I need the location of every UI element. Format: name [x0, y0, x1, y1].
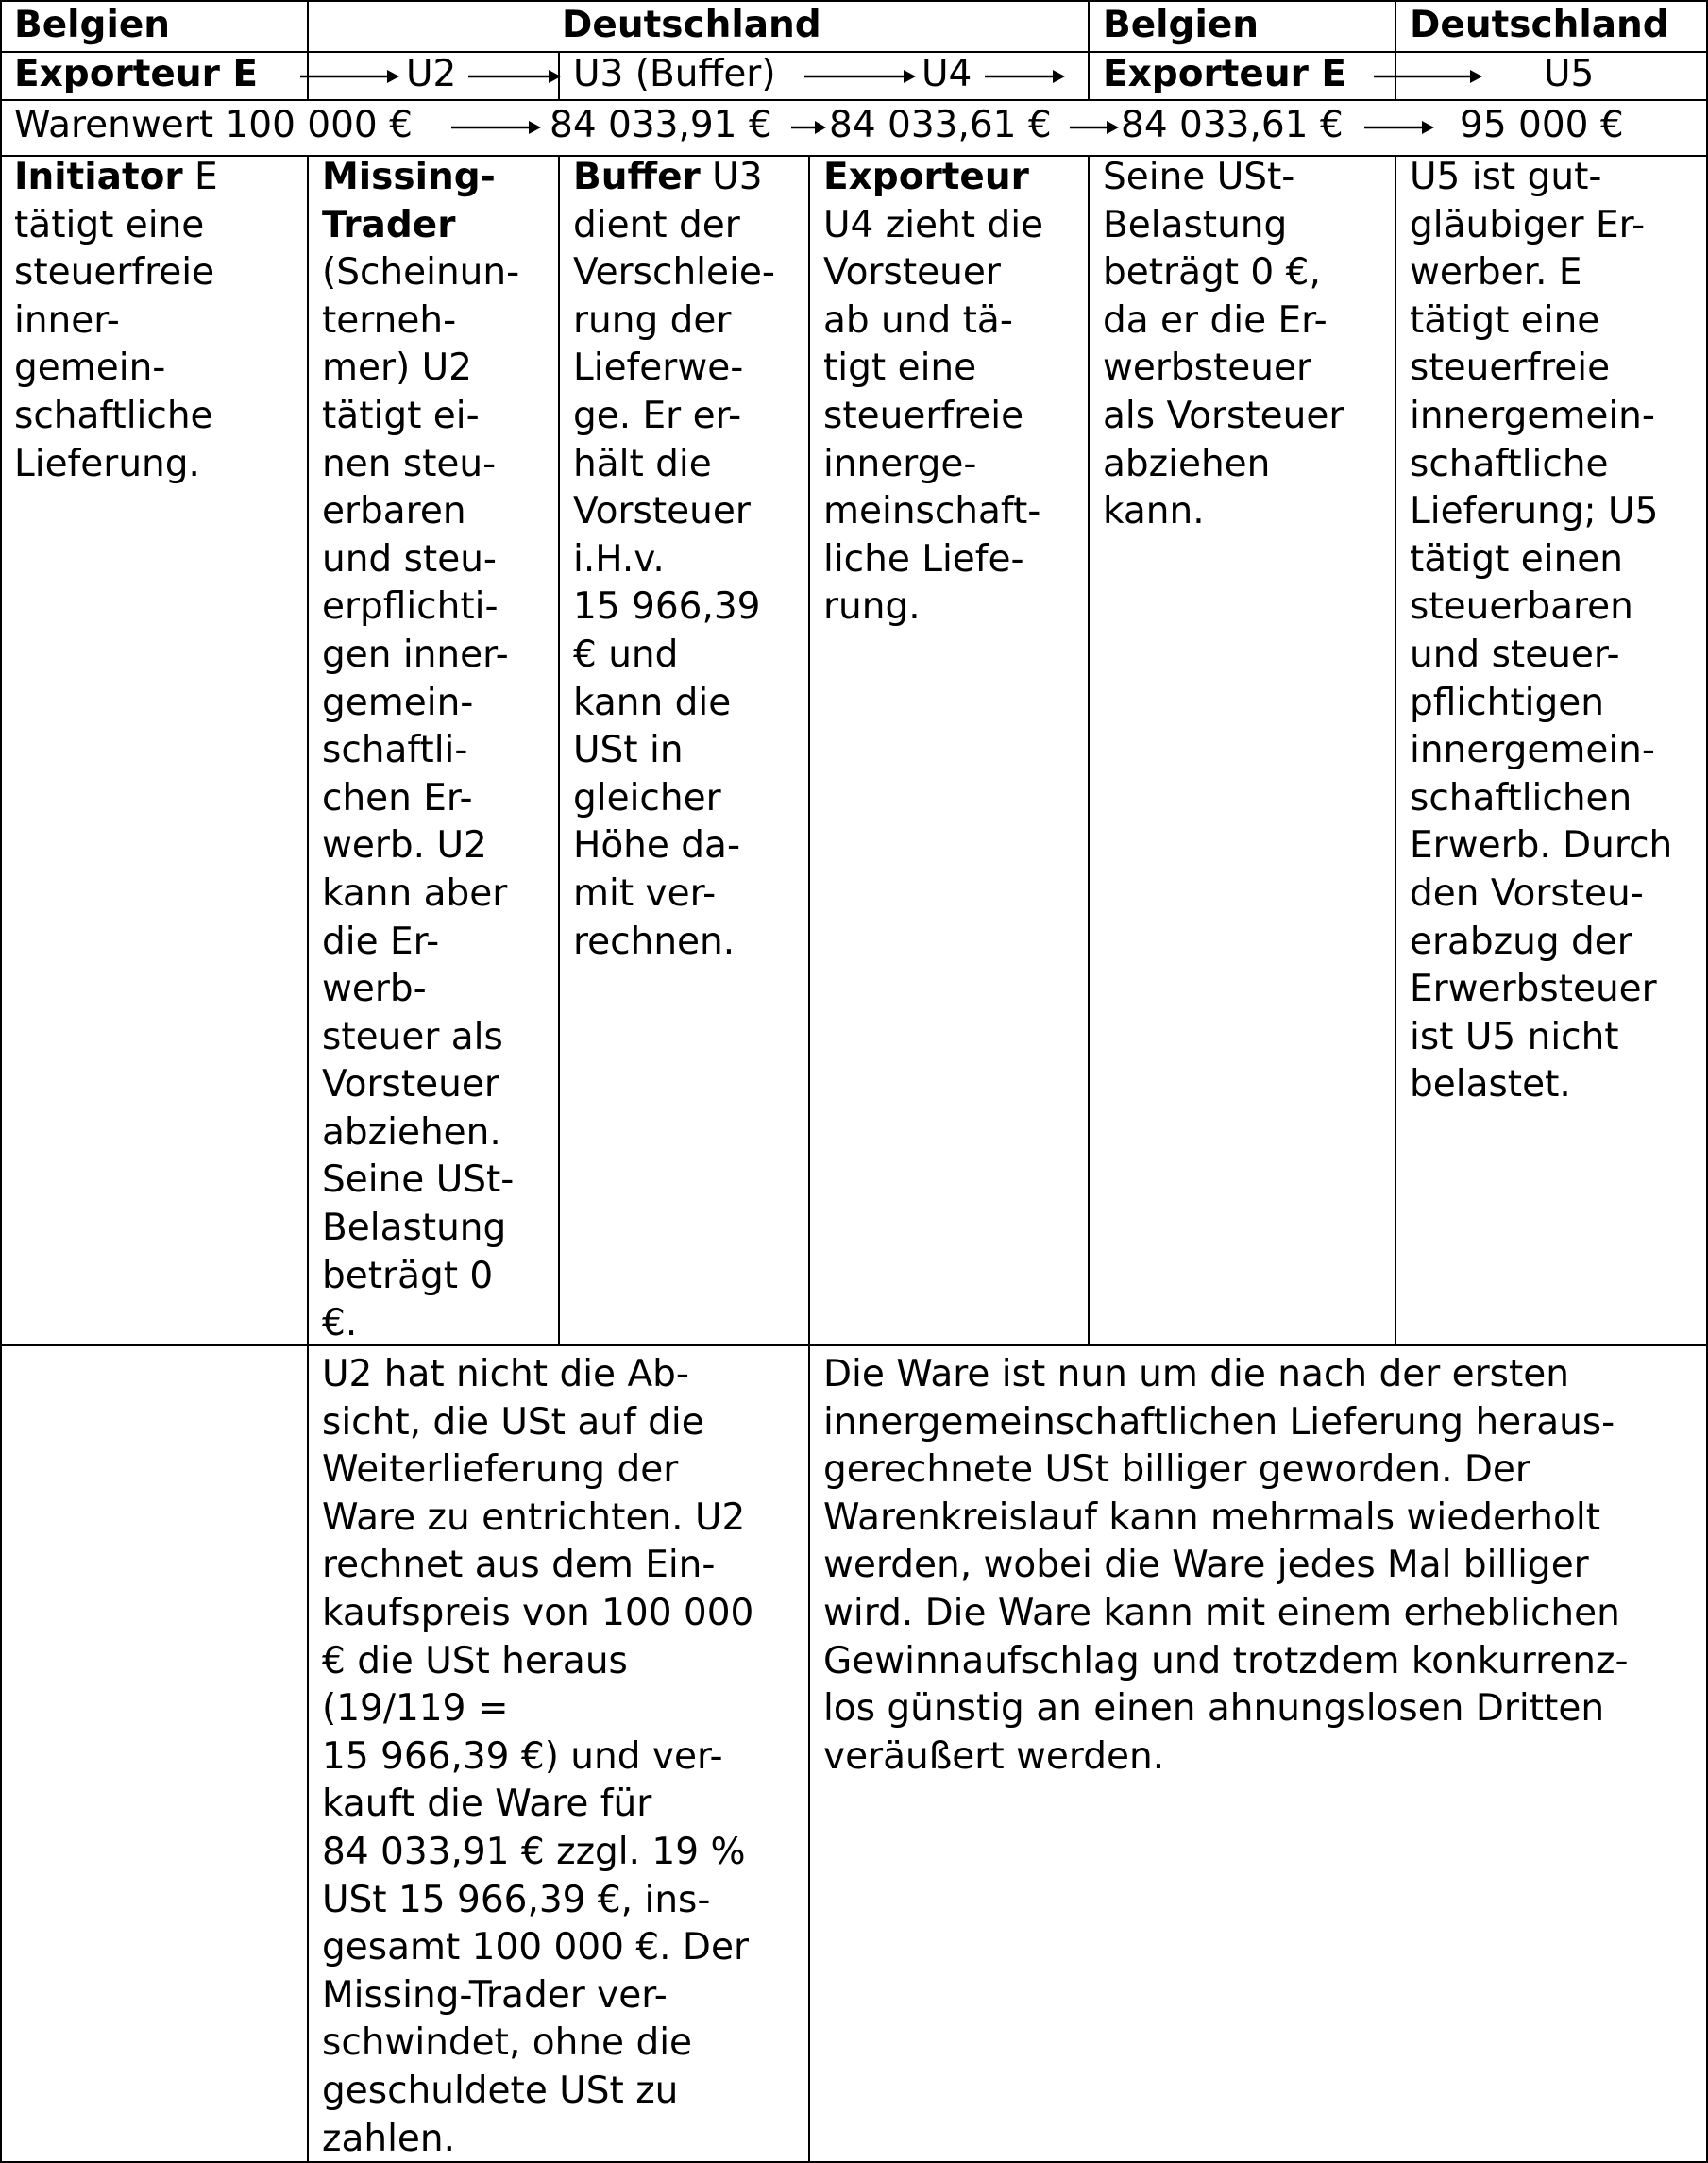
- col-border: [808, 155, 810, 2163]
- u2-label: U2: [406, 53, 457, 95]
- exporteur-e-label: Exporteur E: [14, 53, 259, 95]
- cell-initiator-text: E tätigt eine steuerfreie inner- gemein- schaftliche Lieferung.: [14, 156, 218, 485]
- col-border: [558, 155, 560, 1344]
- cell-missing-trader-text: (Scheinun- terneh- mer) U2 tätigt ei- nen steu- erbaren und steu- erpflichti- gen inner- gemein- schaftli- chen Er- werb. U2 kann aber die Er- werb- steuer als Vorsteuer abziehen. Seine USt- Belastung beträgt 0 €.: [322, 251, 520, 1345]
- col-border: [1395, 155, 1396, 1344]
- arrow-icon: [804, 66, 916, 87]
- cell-buffer-heading: Buffer: [573, 156, 701, 198]
- arrow-icon: [1070, 117, 1119, 138]
- u4-label: U4: [922, 53, 972, 95]
- country-belgien: Belgien: [14, 4, 171, 46]
- warenwert-label: Warenwert 100 000 €: [14, 104, 413, 146]
- cell-exporteur-u4: [823, 154, 1083, 632]
- row-border: [0, 1344, 1708, 1346]
- cell-u2-explanation: U2 hat nicht die Ab- sicht, die USt auf die Weiterlieferung der Ware zu entrichten. U2 rechnet aus dem Ein- kaufspreis von 100 000 € die USt heraus (19/119 = 15 966,39 €) und ver- kauft die Ware für 84 033,91 € zzgl. 19 % USt 15 966,39 €, ins- gesamt 100 000 €. Der Missing-Trader ver- schwindet, ohne die geschuldete USt zu zahlen.: [322, 1353, 754, 2160]
- country-belgien: Belgien: [1103, 4, 1260, 46]
- arrow-icon: [791, 117, 826, 138]
- cell-exporteur-text: U4 zieht die Vorsteuer ab und tä- tigt eine steuerfreie innerge- meinschaft- liche Liefe- rung.: [823, 203, 1044, 629]
- arrow-icon: [1374, 66, 1482, 87]
- exporteur-e-label: Exporteur E: [1103, 53, 1347, 95]
- col-border: [1088, 155, 1090, 1344]
- arrow-icon: [300, 66, 399, 87]
- cell-exporteur-heading: Exporteur: [823, 156, 1029, 198]
- country-deutschland: Deutschland: [1410, 4, 1669, 46]
- arrow-icon: [451, 117, 541, 138]
- cell-buffer-text: U3 dient der Verschleie- rung der Lieferwe- ge. Er er- hält die Vorsteuer i.H.v. 15 966,39 € und kann die USt in gleicher Höhe da- mit ver- rechnen.: [573, 156, 775, 963]
- value-u2: 84 033,91 €: [550, 104, 772, 146]
- cell-buffer: [573, 154, 800, 966]
- arrow-icon: [468, 66, 561, 87]
- col-border: [307, 155, 309, 2163]
- cell-ware-explanation: Die Ware ist nun um die nach der ersten innergemeinschaftlichen Lieferung heraus- gerechnete USt billiger geworden. Der Warenkreislauf kann mehrmals wiederholt werden, wobei die Ware jedes Mal billiger wird. Die Ware kann mit einem erheblichen Gewinnaufschlag und trotzdem konkurrenz- los günstig an einen ahnungslosen Dritten veräußert werden.: [823, 1353, 1629, 1778]
- cell-exporteur-e: Seine USt- Belastung beträgt 0 €, da er die Er- werbsteuer als Vorsteuer abziehen kann.: [1103, 156, 1344, 533]
- u5-label: U5: [1544, 53, 1595, 95]
- arrow-icon: [985, 66, 1065, 87]
- country-deutschland: Deutschland: [562, 4, 821, 46]
- cell-u5: U5 ist gut- gläubiger Er- werber. E tätigt eine steuerfreie innergemein- schaftliche Lieferung; U5 tätigt einen steuerbaren und steuer- pflichtigen innergemein- schaftlichen Erwerb. Durch den Vorsteu- erabzug der Erwerbsteuer ist U5 nicht belastet.: [1410, 156, 1673, 1107]
- u3-buffer-label: U3 (Buffer): [573, 53, 776, 95]
- value-u3: 84 033,61 €: [829, 104, 1052, 146]
- value-u4: 84 033,61 €: [1121, 104, 1344, 146]
- col-border: [1088, 0, 1090, 99]
- arrow-icon: [1364, 117, 1434, 138]
- cell-missing-trader: [322, 154, 553, 1348]
- value-u5: 95 000 €: [1460, 104, 1624, 146]
- row-border: [0, 99, 1708, 101]
- cell-initiator: [14, 154, 297, 488]
- cell-initiator-heading: Initiator: [14, 156, 183, 198]
- cell-missing-trader-heading: Missing- Trader: [322, 156, 496, 246]
- col-border: [0, 0, 2, 2163]
